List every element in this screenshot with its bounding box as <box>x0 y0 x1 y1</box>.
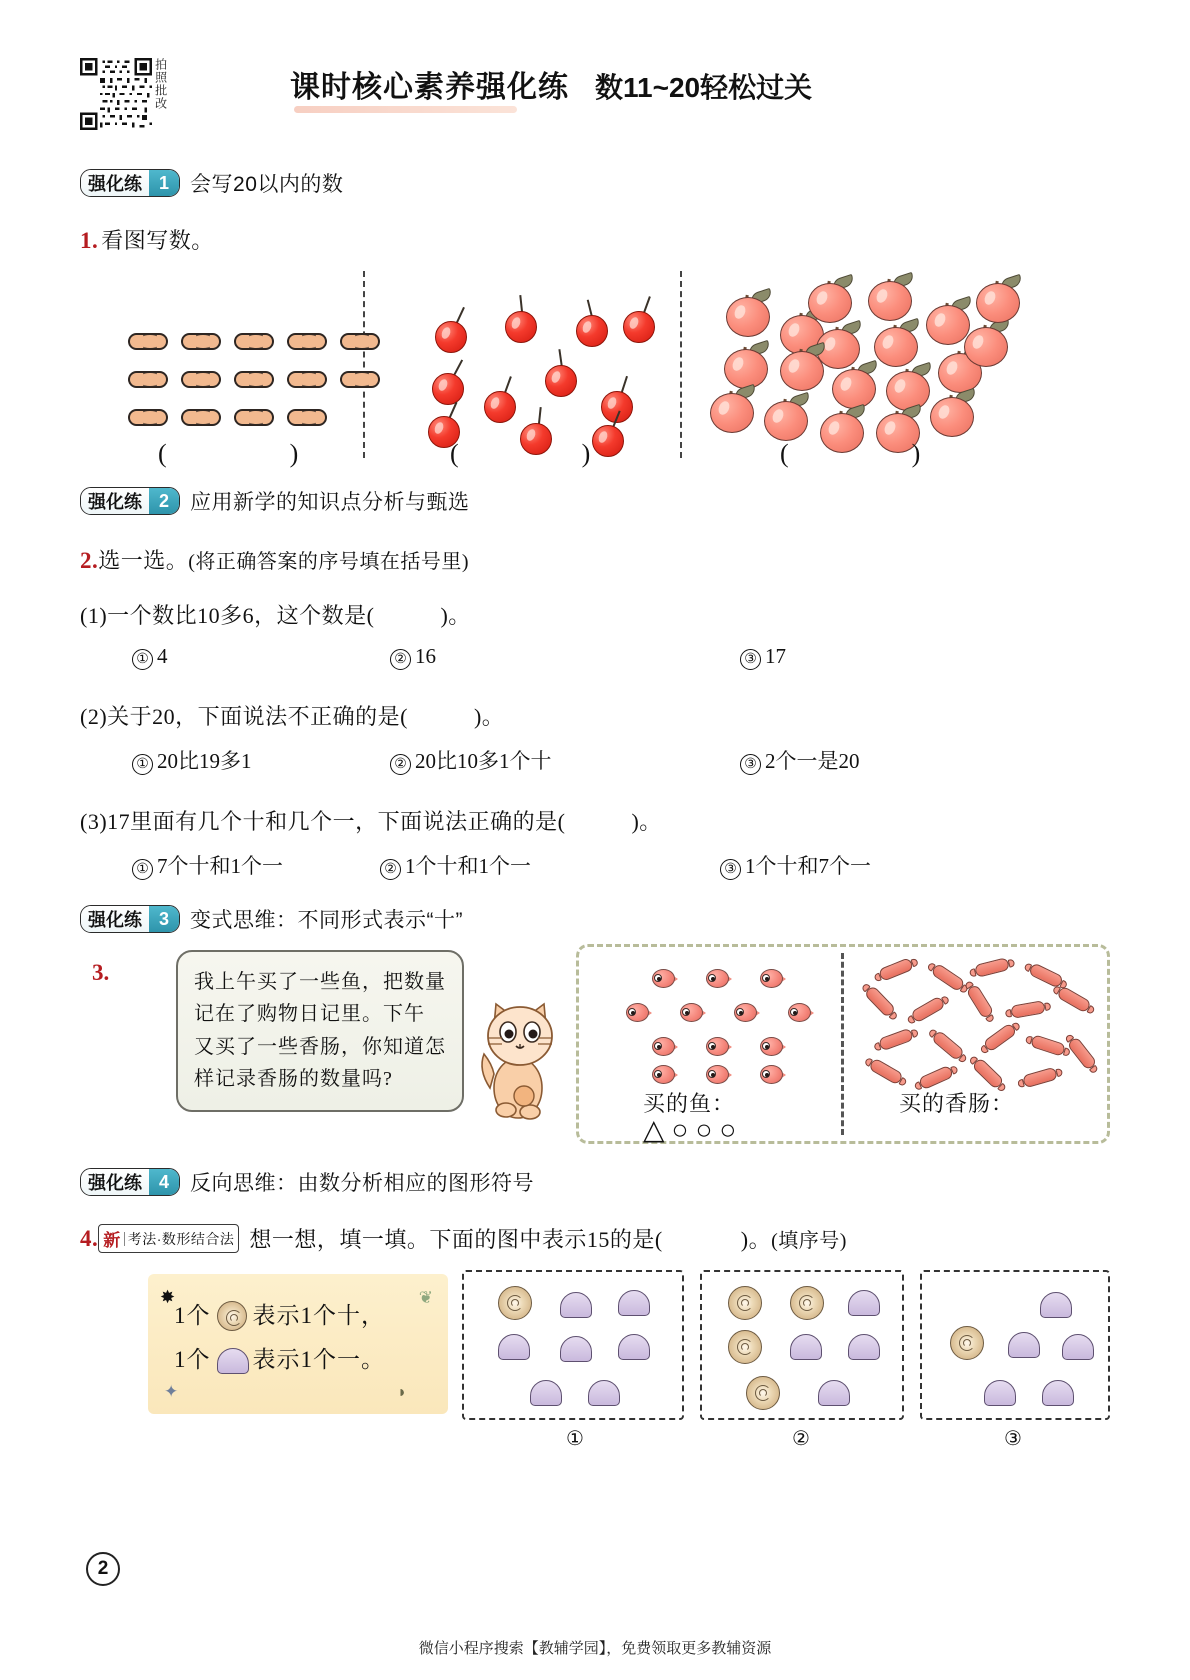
fish-icon <box>755 969 785 988</box>
option-text: 4 <box>157 644 168 668</box>
option-3[interactable] <box>720 850 871 880</box>
option-mark: ① <box>132 649 153 670</box>
option-mark: ① <box>132 859 153 880</box>
sausage-icon <box>1030 1034 1066 1057</box>
snail-shell-icon <box>746 1376 780 1410</box>
option-1[interactable] <box>80 745 390 775</box>
fish-icon <box>701 1065 731 1084</box>
question-2-1-label: (1) <box>80 603 108 628</box>
section-header-2 <box>80 486 1110 516</box>
sausage-icon <box>1056 985 1092 1013</box>
option-text: 20比10多1个十 <box>415 749 552 773</box>
sausage-icon <box>965 984 994 1020</box>
question-2-3-options <box>80 850 1110 880</box>
snail-shell-icon <box>728 1286 762 1320</box>
page-header <box>80 0 1110 110</box>
clam-shell-icon <box>1042 1376 1074 1406</box>
snail-shell-icon <box>498 1286 532 1320</box>
question-4-number: 4. <box>80 1225 99 1251</box>
peach-icon <box>764 395 810 441</box>
sausage-icon <box>910 995 946 1023</box>
leaf-decor-icon: ❦ <box>418 1288 434 1307</box>
question-2-note: (将正确答案的序号填在括号里) <box>188 551 470 573</box>
method-tag <box>98 1224 239 1253</box>
option-mark: ② <box>380 859 401 880</box>
option-text: 17 <box>765 644 786 668</box>
peanut-icon <box>340 371 380 388</box>
clam-shell-icon <box>790 1330 822 1360</box>
option-2[interactable] <box>390 745 740 775</box>
peach-icon <box>726 291 772 337</box>
qr-label: 拍照批改 <box>153 58 168 110</box>
sausage-icon <box>1022 1067 1058 1089</box>
shopping-diary-card <box>576 944 1110 1144</box>
section-badge-label-2: 强化练 <box>81 488 149 514</box>
peach-icon <box>874 321 920 367</box>
legend-1-prefix: 1个 <box>174 1303 211 1328</box>
answer-blank-2[interactable] <box>450 439 590 469</box>
qr-code-icon[interactable] <box>80 58 152 130</box>
question-2-1-tail: )。 <box>440 603 471 628</box>
section-badge-3 <box>80 905 180 933</box>
question-2-1 <box>80 599 1110 630</box>
clam-shell-icon <box>560 1288 592 1318</box>
snail-shell-icon <box>728 1330 762 1364</box>
peach-icon <box>964 321 1010 367</box>
question-4-area <box>80 1270 1110 1470</box>
option-text: 1个十和7个一 <box>745 854 871 878</box>
sausage-symbols-blank[interactable] <box>899 1113 1059 1143</box>
clam-shell-icon <box>1008 1328 1040 1358</box>
question-1-number: 1. <box>80 228 99 253</box>
fish-icon <box>701 1037 731 1056</box>
section-badge-number-2: 2 <box>149 488 179 514</box>
bubble-line-2: 记在了购物日记里。下午 <box>194 1003 425 1026</box>
question-2-prompt <box>80 544 1110 575</box>
peanut-icon <box>234 333 274 350</box>
peanut-icon <box>128 333 168 350</box>
section-header-3 <box>80 904 1110 934</box>
peach-icon <box>832 363 878 409</box>
section-badge-number-4: 4 <box>149 1169 179 1195</box>
paren-open: ( <box>158 439 167 468</box>
clam-shell-icon <box>588 1376 620 1406</box>
qr-code-block[interactable] <box>80 58 167 130</box>
option-1[interactable] <box>80 850 380 880</box>
starfish-decor-icon: ✸ <box>160 1287 177 1307</box>
clam-shell-icon <box>618 1330 650 1360</box>
section-text-3: 变式思维：不同形式表示“十” <box>190 909 464 932</box>
fish-icon <box>621 1003 651 1022</box>
question-2-3 <box>80 805 1110 836</box>
question-2-1-options <box>80 644 1110 670</box>
peanut-icon <box>287 333 327 350</box>
question-1-prompt <box>80 224 1110 255</box>
cherry-icon <box>484 389 518 423</box>
option-mark: ① <box>132 754 153 775</box>
option-mark: ③ <box>720 859 741 880</box>
shell-box-3[interactable] <box>920 1270 1110 1420</box>
section-badge-1 <box>80 169 180 197</box>
question-3-number: 3. <box>92 960 110 985</box>
peanut-icon <box>287 409 327 426</box>
card-divider <box>841 953 844 1135</box>
peanut-icon <box>340 333 380 350</box>
sausage-icon <box>930 963 965 993</box>
starfish-decor-icon-2: ✦ <box>164 1381 180 1401</box>
question-4-prompt <box>80 1223 1110 1254</box>
sausage-icon <box>868 1057 904 1085</box>
paren-close: ) <box>289 439 299 468</box>
peanut-icon <box>128 409 168 426</box>
section-badge-2 <box>80 487 180 515</box>
cherry-icon <box>592 423 626 457</box>
sausage-icon <box>1028 962 1064 989</box>
option-text: 7个十和1个一 <box>157 854 283 878</box>
peanut-group <box>128 333 393 426</box>
question-3-area <box>80 944 1110 1159</box>
clam-shell-icon <box>848 1286 880 1316</box>
paren-open: ( <box>780 439 789 468</box>
question-2-number: 2. <box>80 548 99 573</box>
answer-blank-3[interactable] <box>780 439 920 469</box>
question-2-3-tail: )。 <box>631 809 662 834</box>
clam-shell-icon <box>848 1330 880 1360</box>
peach-icon <box>724 343 770 389</box>
page-title <box>290 62 812 106</box>
peach-icon <box>976 277 1022 323</box>
question-2-3-label: (3) <box>80 809 108 834</box>
fish-icon <box>729 1003 759 1022</box>
fish-icon <box>755 1065 785 1084</box>
section-badge-4 <box>80 1168 180 1196</box>
sausage-icon <box>878 1028 914 1052</box>
sausage-icon <box>971 1057 1004 1090</box>
peach-icon <box>808 277 854 323</box>
sausage-icon <box>974 957 1010 978</box>
paren-open: ( <box>450 439 459 468</box>
divider-2 <box>680 271 682 458</box>
question-2-2-options <box>80 745 1110 775</box>
fish-icon <box>755 1037 785 1056</box>
section-badge-label-4: 强化练 <box>81 1169 149 1195</box>
fish-icon <box>647 1065 677 1084</box>
option-mark: ② <box>390 649 411 670</box>
option-2[interactable] <box>380 850 720 880</box>
fish-icon <box>783 1003 813 1022</box>
speech-bubble <box>176 950 464 1112</box>
method-tag-text: 考法·数形结合法 <box>127 1230 235 1247</box>
peach-icon <box>710 387 756 433</box>
page-number: 2 <box>86 1552 120 1586</box>
shell-box-3-mark: ③ <box>1004 1428 1022 1450</box>
option-3[interactable] <box>740 644 786 670</box>
option-text: 20比19多1 <box>157 749 252 773</box>
option-text: 1个十和1个一 <box>405 854 531 878</box>
sausage-icon <box>1066 1036 1097 1071</box>
peanut-icon <box>181 333 221 350</box>
peach-icon <box>868 275 914 321</box>
question-1-text: 看图写数。 <box>101 228 214 253</box>
cherry-icon <box>576 313 610 347</box>
cherry-icon <box>435 319 469 353</box>
peanut-icon <box>234 409 274 426</box>
option-mark: ③ <box>740 649 761 670</box>
option-1[interactable] <box>80 644 390 670</box>
title-sub: 数11~20轻松过关 <box>595 72 813 103</box>
clam-shell-icon <box>984 1376 1016 1406</box>
fish-icon <box>647 969 677 988</box>
legend-1-suffix: 表示1个十， <box>252 1303 385 1328</box>
legend-card <box>148 1274 448 1414</box>
shell-box-2[interactable] <box>700 1270 904 1420</box>
peanut-icon <box>128 371 168 388</box>
question-2-2-label: (2) <box>80 704 108 729</box>
snail-shell-icon <box>790 1286 824 1320</box>
cherry-icon <box>623 309 657 343</box>
section-text-1: 会写20以内的数 <box>190 173 344 196</box>
clam-shell-icon <box>530 1376 562 1406</box>
section-badge-label-1: 强化练 <box>81 170 149 196</box>
shell-box-1-mark: ① <box>566 1428 584 1450</box>
clam-shell-icon <box>618 1286 650 1316</box>
question-2-text: 选一选。 <box>98 548 189 573</box>
cherry-icon <box>432 371 466 405</box>
method-tag-new: 新 <box>103 1231 121 1250</box>
option-text: 2个一是20 <box>765 749 860 773</box>
clam-shell-icon <box>1062 1330 1094 1360</box>
fish-icon <box>647 1037 677 1056</box>
bubble-line-4: 样记录香肠的数量吗? <box>194 1068 393 1091</box>
sausage-icon <box>864 985 897 1018</box>
clam-shell-icon <box>1040 1288 1072 1318</box>
fish-symbols: △○○○ <box>643 1115 744 1146</box>
question-2-2-tail: )。 <box>473 704 505 729</box>
footer-note: 微信小程序搜索【教辅学园】，免费领取更多教辅资源 <box>418 1640 772 1657</box>
clam-shell-icon <box>818 1376 850 1406</box>
paren-close: ) <box>581 439 591 468</box>
title-main: 课时核心素养强化练 <box>290 62 569 106</box>
peanut-icon <box>181 409 221 426</box>
question-1-pictures <box>80 261 1110 476</box>
legend-line-2 <box>174 1338 422 1382</box>
peach-icon <box>780 345 826 391</box>
peanut-icon <box>287 371 327 388</box>
clam-shell-icon <box>498 1330 530 1360</box>
sausage-icon <box>931 1030 965 1062</box>
sausage-icon <box>982 1022 1017 1053</box>
fish-icon <box>675 1003 705 1022</box>
question-2-2 <box>80 700 1110 731</box>
bubble-line-3: 又买了一些香肠，你知道怎 <box>194 1035 446 1058</box>
section-badge-label-3: 强化练 <box>81 906 149 932</box>
peanut-icon <box>234 371 274 388</box>
bubble-line-1: 我上午买了一些鱼，把数量 <box>194 971 446 993</box>
shell-box-2-mark: ② <box>792 1428 810 1450</box>
peach-icon <box>930 391 976 437</box>
sausage-icon <box>878 957 914 982</box>
question-4-text: 想一想，填一填。下面的图中表示15的是( <box>249 1227 663 1252</box>
sausage-icon <box>1010 1000 1046 1019</box>
section-text-2: 应用新学的知识点分析与甄选 <box>190 491 470 514</box>
option-mark: ③ <box>740 754 761 775</box>
cherry-icon <box>545 363 579 397</box>
question-4-note: (填序号) <box>771 1230 847 1252</box>
question-2-3-text: 17里面有几个十和几个一，下面说法正确的是( <box>107 809 566 834</box>
answer-blank-1[interactable] <box>158 439 298 469</box>
section-header-4 <box>80 1167 1110 1197</box>
question-2-2-text: 关于20，下面说法不正确的是( <box>107 704 408 729</box>
peach-icon <box>886 365 932 411</box>
legend-2-suffix: 表示1个一。 <box>252 1346 385 1372</box>
section-header-1 <box>80 168 1110 198</box>
section-badge-number-3: 3 <box>149 906 179 932</box>
legend-2-prefix: 1个 <box>174 1346 211 1372</box>
legend-line-1 <box>174 1294 422 1338</box>
option-text: 16 <box>415 644 436 668</box>
question-2-1-text: 一个数比10多6，这个数是( <box>107 603 375 628</box>
option-3[interactable] <box>740 745 860 775</box>
question-4-tail: )。 <box>740 1227 772 1252</box>
clam-shell-icon <box>217 1346 247 1374</box>
option-2[interactable] <box>390 644 740 670</box>
section-badge-number-1: 1 <box>149 170 179 196</box>
snail-shell-icon <box>950 1326 984 1360</box>
shell-decor-icon: ◗ <box>397 1383 408 1401</box>
cat-character-icon <box>472 992 568 1132</box>
cherry-icon <box>505 309 539 343</box>
paren-close: ) <box>911 439 921 468</box>
section-text-4: 反向思维：由数分析相应的图形符号 <box>190 1172 535 1195</box>
sausage-label: 买的香肠： <box>899 1091 1015 1116</box>
peanut-icon <box>181 371 221 388</box>
option-mark: ② <box>390 754 411 775</box>
snail-shell-icon <box>217 1301 247 1331</box>
clam-shell-icon <box>560 1332 592 1362</box>
fish-label: 买的鱼： <box>643 1091 736 1116</box>
shell-box-1[interactable] <box>462 1270 684 1420</box>
fish-icon <box>701 969 731 988</box>
